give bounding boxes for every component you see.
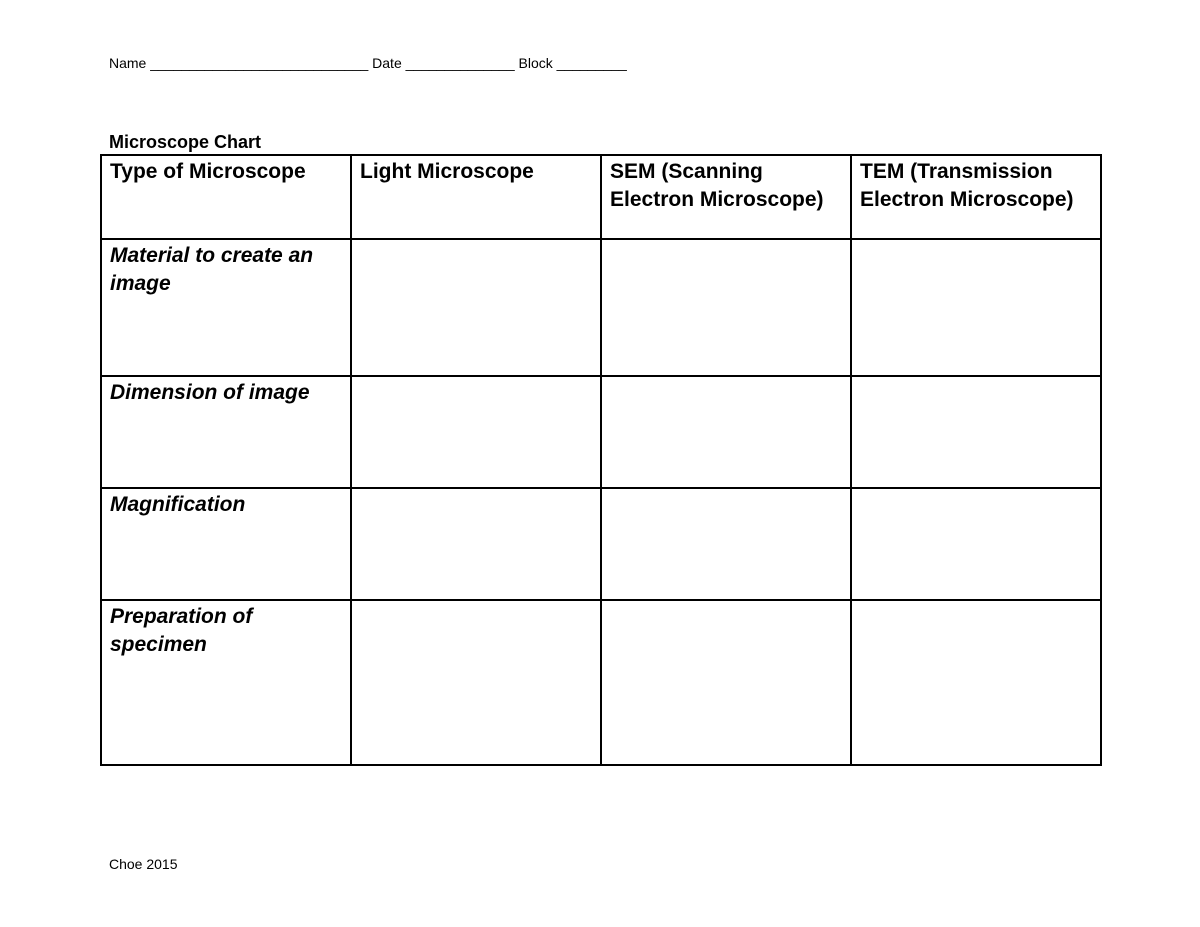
column-header-light: Light Microscope [351,155,601,239]
microscope-chart-table [100,154,1102,766]
table-row [101,376,1101,488]
column-header-type: Type of Microscope [101,155,351,239]
answer-cell-sem-preparation[interactable] [601,600,851,765]
table-row [101,488,1101,600]
answer-cell-light-magnification[interactable] [351,488,601,600]
answer-cell-tem-material[interactable] [851,239,1101,376]
row-label-magnification: Magnification [101,488,351,600]
answer-cell-tem-preparation[interactable] [851,600,1101,765]
name-blank[interactable]: ____________________________ [150,55,369,71]
answer-cell-sem-dimension[interactable] [601,376,851,488]
answer-cell-tem-dimension[interactable] [851,376,1101,488]
column-header-tem: TEM (Transmission Electron Microscope) [851,155,1101,239]
chart-title: Microscope Chart [109,132,262,152]
answer-cell-tem-magnification[interactable] [851,488,1101,600]
table-row [101,600,1101,765]
block-label: Block [518,55,553,71]
date-label: Date [372,55,402,71]
answer-cell-light-preparation[interactable] [351,600,601,765]
table-row [101,239,1101,376]
column-header-sem: SEM (Scanning Electron Microscope) [601,155,851,239]
answer-cell-light-material[interactable] [351,239,601,376]
footer-credit: Choe 2015 [109,856,178,872]
block-blank[interactable]: _________ [556,55,627,71]
name-label: Name [109,55,147,71]
row-label-dimension: Dimension of image [101,376,351,488]
student-info-line [109,55,627,71]
row-label-material: Material to create an image [101,239,351,376]
answer-cell-sem-magnification[interactable] [601,488,851,600]
date-blank[interactable]: ______________ [405,55,515,71]
answer-cell-light-dimension[interactable] [351,376,601,488]
table-header-row [101,155,1101,239]
answer-cell-sem-material[interactable] [601,239,851,376]
row-label-preparation: Preparation of specimen [101,600,351,765]
